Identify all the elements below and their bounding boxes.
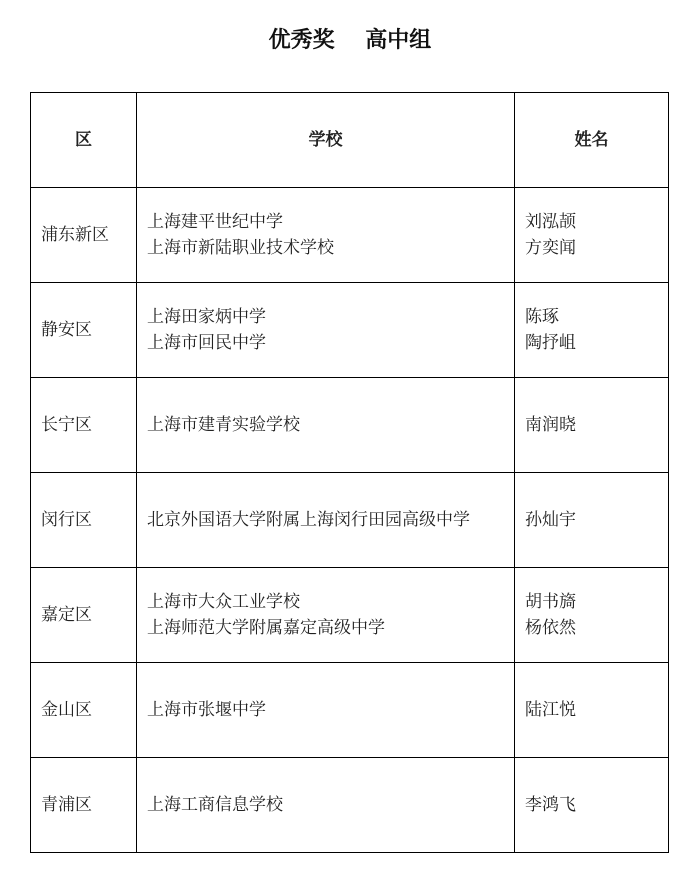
student-name: 刘泓颉 — [525, 212, 576, 232]
school-name: 上海师范大学附属嘉定高级中学 — [147, 618, 385, 638]
header-name: 姓名 — [515, 93, 669, 188]
school-name: 上海田家炳中学 — [147, 307, 266, 327]
district-cell: 闵行区 — [31, 473, 137, 568]
school-cell — [137, 568, 515, 663]
student-cell — [515, 283, 669, 378]
district-cell: 金山区 — [31, 663, 137, 758]
district-cell: 静安区 — [31, 283, 137, 378]
district-cell: 嘉定区 — [31, 568, 137, 663]
table-header-row — [31, 93, 669, 188]
student-cell — [515, 758, 669, 853]
school-name: 上海市新陆职业技术学校 — [147, 238, 334, 258]
table-row — [31, 568, 669, 663]
student-name: 孙灿宇 — [525, 510, 576, 530]
table-row — [31, 758, 669, 853]
student-name: 陈琢 — [525, 307, 559, 327]
school-name: 上海工商信息学校 — [147, 795, 283, 815]
table-row — [31, 663, 669, 758]
page-title: 优秀奖 高中组 — [268, 27, 432, 53]
table-row — [31, 283, 669, 378]
student-cell — [515, 568, 669, 663]
school-cell — [137, 283, 515, 378]
table-row — [31, 188, 669, 283]
school-name: 上海市张堰中学 — [147, 700, 266, 720]
school-name: 北京外国语大学附属上海闵行田园高级中学 — [147, 510, 470, 530]
school-name: 上海市建青实验学校 — [147, 415, 300, 435]
student-name: 南润晓 — [525, 415, 576, 435]
student-name: 杨依然 — [525, 618, 576, 638]
district-cell: 青浦区 — [31, 758, 137, 853]
student-cell — [515, 663, 669, 758]
student-cell — [515, 378, 669, 473]
school-name: 上海建平世纪中学 — [147, 212, 283, 232]
school-cell — [137, 473, 515, 568]
student-name: 陆江悦 — [525, 700, 576, 720]
header-district: 区 — [31, 93, 137, 188]
student-cell — [515, 473, 669, 568]
header-school: 学校 — [137, 93, 515, 188]
school-cell — [137, 758, 515, 853]
school-name: 上海市大众工业学校 — [147, 592, 300, 612]
student-name: 李鸿飞 — [525, 795, 576, 815]
school-cell — [137, 188, 515, 283]
school-name: 上海市回民中学 — [147, 333, 266, 353]
award-table — [30, 92, 669, 853]
district-cell: 浦东新区 — [31, 188, 137, 283]
school-cell — [137, 378, 515, 473]
table-row — [31, 378, 669, 473]
table-row — [31, 473, 669, 568]
student-name: 方奕闻 — [525, 238, 576, 258]
student-name: 胡书旖 — [525, 592, 576, 612]
district-cell: 长宁区 — [31, 378, 137, 473]
student-name: 陶抒岨 — [525, 333, 576, 353]
student-cell — [515, 188, 669, 283]
school-cell — [137, 663, 515, 758]
